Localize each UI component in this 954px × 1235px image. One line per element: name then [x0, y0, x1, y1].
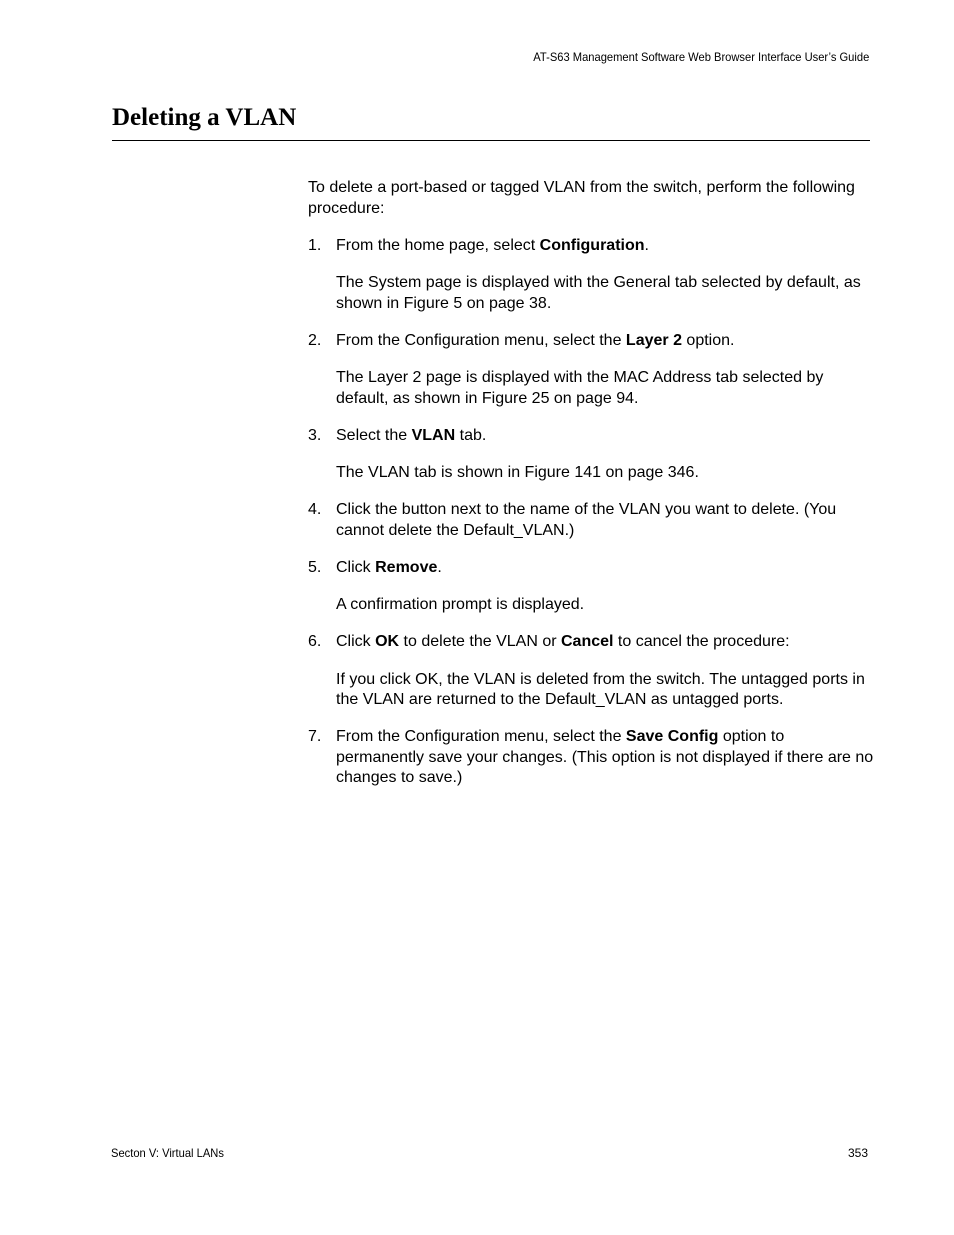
step-number: 5. — [308, 558, 322, 576]
ui-term: Save Config — [625, 728, 719, 745]
step-note: A confirmation prompt is displayed. — [336, 596, 585, 613]
title-rule — [112, 140, 870, 141]
step-note: If you click OK, the VLAN is deleted from the switch. The untagged ports in the VLAN are returned to the Default_VLAN as untagged ports. — [336, 670, 865, 708]
page-number: 353 — [847, 1146, 868, 1160]
step-instruction: Click OK to delete the VLAN or Cancel to cancel the procedure: — [336, 633, 790, 650]
ui-term: Layer 2 — [625, 331, 682, 349]
step-instruction: From the home page, select Configuration. — [336, 236, 649, 254]
step-note: The VLAN tab is shown in Figure 141 on page 346. — [336, 464, 699, 481]
ui-term: Remove — [375, 558, 438, 576]
step-instruction: Select the VLAN tab. — [336, 426, 487, 444]
procedure-body — [308, 178, 874, 805]
step-number: 1. — [308, 236, 322, 254]
section-title: Deleting a VLAN — [112, 104, 297, 131]
step-1 — [308, 236, 874, 315]
step-4 — [308, 500, 874, 541]
step-number: 7. — [308, 728, 322, 745]
ui-term: OK — [375, 633, 400, 650]
ui-term: Cancel — [560, 633, 614, 650]
step-5 — [308, 558, 874, 616]
step-note: The Layer 2 page is displayed with the MAC Address tab selected by default, as shown in Figure 25 on page 94. — [336, 369, 824, 407]
step-instruction: From the Configuration menu, select the Save Config option to permanently save your changes. (This option is not displayed if there are no changes to save.) — [336, 728, 874, 786]
step-2 — [308, 331, 874, 410]
running-header: AT-S63 Management Software Web Browser Interface User’s Guide — [533, 50, 869, 64]
ui-term: VLAN — [411, 426, 456, 444]
step-note: The System page is displayed with the General tab selected by default, as shown in Figure 5 on page 38. — [336, 274, 861, 312]
step-instruction: Click Remove. — [336, 558, 442, 576]
footer-section: Secton V: Virtual LANs — [111, 1146, 224, 1160]
ui-term: Configuration — [539, 236, 645, 254]
step-number: 3. — [308, 426, 322, 444]
step-instruction: From the Configuration menu, select the Layer 2 option. — [336, 331, 735, 349]
step-instruction: Click the button next to the name of the VLAN you want to delete. (You cannot delete the Default_VLAN.) — [336, 501, 837, 539]
step-number: 2. — [308, 331, 322, 349]
step-3 — [308, 426, 874, 484]
step-number: 4. — [308, 501, 322, 518]
step-number: 6. — [308, 633, 322, 650]
procedure-steps — [308, 236, 874, 789]
step-6 — [308, 632, 874, 711]
intro-paragraph: To delete a port-based or tagged VLAN from the switch, perform the following procedure: — [308, 179, 855, 217]
step-7 — [308, 727, 874, 789]
